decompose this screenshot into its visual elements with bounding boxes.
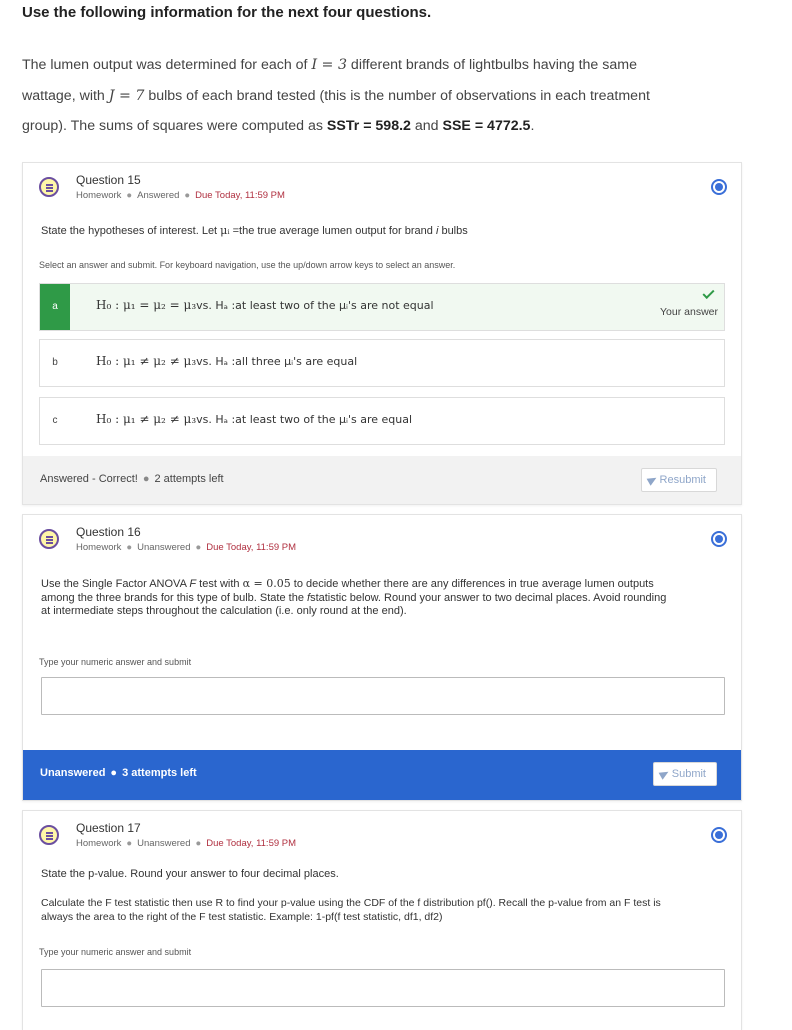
homework-icon <box>39 177 59 197</box>
star-badge-icon[interactable] <box>711 179 727 195</box>
question-meta: Homework ● Answered ● Due Today, 11:59 PM <box>76 190 285 201</box>
homework-icon <box>39 825 59 845</box>
question-16-card <box>22 514 742 801</box>
question-15-card <box>22 162 742 505</box>
question-meta: Homework ● Unanswered ● Due Today, 11:59 PM <box>76 838 297 849</box>
send-icon <box>646 474 658 485</box>
resubmit-button[interactable]: Resubmit <box>641 468 717 492</box>
question-footer <box>23 456 741 504</box>
intro-text: The lumen output was determined for each of I = 3 different brands of lightbulbs having the same wattage, with J = 7 bulbs of each brand tested (this is the number of observations in each treatment group). The sums of squares were computed as SSTr = 598.2 and SSE = 4772.5. <box>22 57 650 134</box>
option-text: H₀ : μ₁ ≠ μ₂ ≠ μ₃vs. Hₐ :at least two of the μᵢ's are equal <box>96 412 413 426</box>
check-icon <box>702 287 714 299</box>
footer-status: Unanswered ● 3 attempts left <box>40 767 197 779</box>
sse-value: SSE = 4772.5 <box>442 118 531 134</box>
intro-title: Use the following information for the next four questions. <box>22 4 432 21</box>
star-badge-icon[interactable] <box>711 827 727 843</box>
your-answer-label: Your answer <box>660 306 718 318</box>
numeric-answer-input[interactable] <box>41 677 725 715</box>
star-badge-icon[interactable] <box>711 531 727 547</box>
question-title: Question 17 <box>76 821 141 835</box>
sstr-value: SSTr = 598.2 <box>326 118 411 134</box>
question-title: Question 16 <box>76 525 141 539</box>
question-footer <box>23 750 741 800</box>
option-text: H₀ : μ₁ ≠ μ₂ ≠ μ₃vs. Hₐ :all three μᵢ's are equal <box>96 354 358 368</box>
homework-icon <box>39 529 59 549</box>
question-title: Question 15 <box>76 173 141 187</box>
option-letter: a <box>40 284 70 330</box>
answer-instructions: Type your numeric answer and submit <box>39 657 192 667</box>
numeric-answer-input[interactable] <box>41 969 725 1007</box>
answer-instructions: Type your numeric answer and submit <box>39 947 192 957</box>
question-17-card <box>22 810 742 1030</box>
question-prompt: Use the Single Factor ANOVA F test with α = 0.05 to decide whether there are any differences in true average lumen outputs among the three brands for this type of bulb. State the fstatistic below. Round your answer to two decimal places. Avoid rounding at intermediate steps throughout the calculation (i.e. only round at the end). <box>41 577 667 617</box>
option-b[interactable] <box>39 339 725 387</box>
option-text: H₀ : μ₁ = μ₂ = μ₃vs. Hₐ :at least two of the μᵢ's are not equal <box>96 298 434 312</box>
question-hint: Calculate the F test statistic then use R to find your p-value using the CDF of the f distribution pf(). Recall the p-value from an F test is always the area to the right of the F test statistic. Example: 1-pf(f test statistic, df1, df2) <box>41 897 661 923</box>
question-meta: Homework ● Unanswered ● Due Today, 11:59 PM <box>76 542 297 553</box>
answer-instructions: Select an answer and submit. For keyboard navigation, use the up/down arrow keys to select an answer. <box>39 260 456 270</box>
question-prompt: State the hypotheses of interest. Let μᵢ =the true average lumen output for brand i bulbs <box>41 224 468 237</box>
option-a[interactable] <box>39 283 725 331</box>
submit-button[interactable]: Submit <box>653 762 717 786</box>
option-c[interactable] <box>39 397 725 445</box>
send-icon <box>658 768 670 779</box>
question-prompt: State the p-value. Round your answer to four decimal places. <box>41 868 339 880</box>
option-letter: c <box>52 415 58 426</box>
option-letter: b <box>52 357 58 368</box>
footer-status: Answered - Correct! ● 2 attempts left <box>40 473 224 485</box>
